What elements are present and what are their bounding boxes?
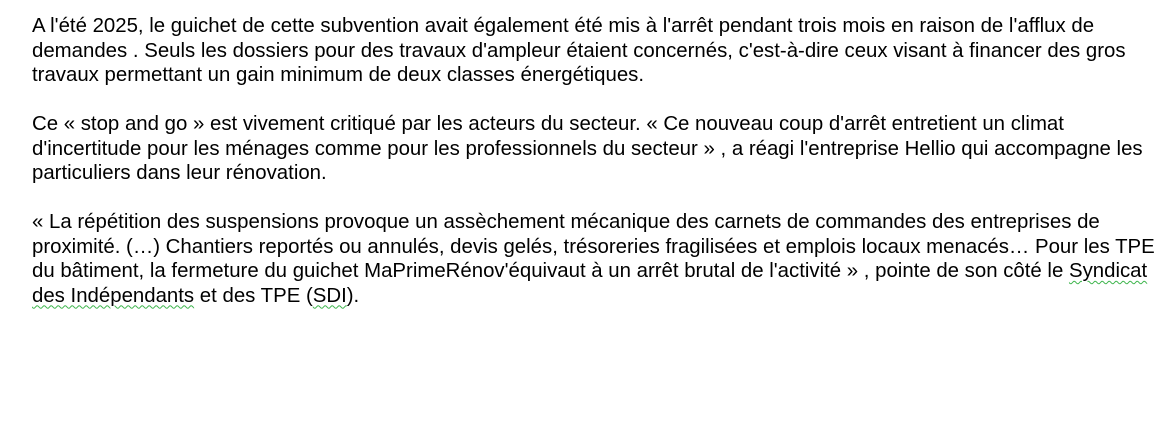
sdi-link[interactable]: SDI bbox=[312, 284, 347, 307]
paragraph-3-text-before: « La répétition des suspensions provoque un assèchement mécanique des carnets de commandes des entreprises de proximité. (…) Chantiers reportés ou annulés, devis gelés, trésoreries fragilisées et emplois locaux menacés… Pour les TPE du bâtiment, la fermeture du guichet MaPrimeRénov'équivaut à un arrêt brutal de l'activité » , pointe de son côté le bbox=[32, 211, 1155, 282]
paragraph-2: Ce « stop and go » est vivement critiqué par les acteurs du secteur. « Ce nouveau coup d'arrêt entretient un climat d'incertitude pour les ménages comme pour les professionnels du secteur » , a réagi l'entreprise Hellio qui accompagne les particuliers dans leur rénovation. bbox=[32, 113, 1143, 184]
paragraph-3-text-middle: et des TPE ( bbox=[194, 284, 313, 307]
paragraph-1: A l'été 2025, le guichet de cette subvention avait également été mis à l'arrêt pendant trois mois en raison de l'afflux de demandes . Seuls les dossiers pour des travaux d'ampleur étaient concernés, c'est-à-dire ceux visant à financer des gros travaux permettant un gain minimum de deux classes énergétiques. bbox=[32, 15, 1126, 86]
document-body bbox=[32, 14, 1157, 333]
paragraph-3-text-after: ). bbox=[346, 284, 360, 307]
syndicat-link[interactable]: Syndicat des Indépendants bbox=[32, 260, 1148, 307]
paragraph-3 bbox=[32, 210, 1157, 308]
